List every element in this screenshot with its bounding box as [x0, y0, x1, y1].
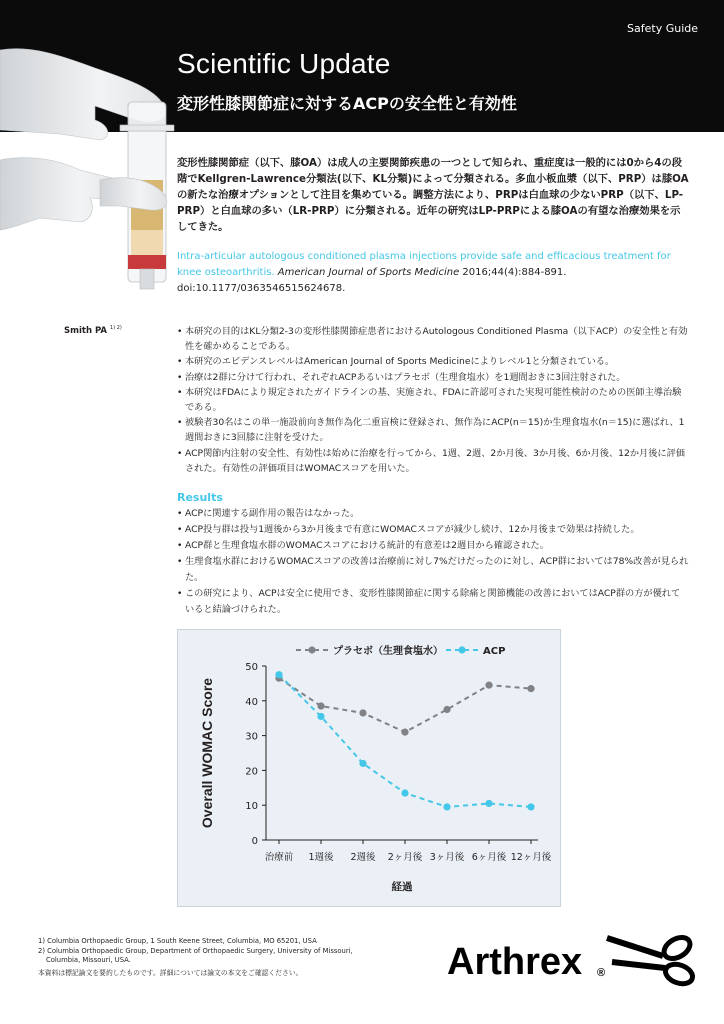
x-tick-label: 6ヶ月後: [471, 852, 507, 863]
y-axis-title: Overall WOMAC Score: [199, 677, 215, 829]
legend-marker-1: [458, 646, 465, 653]
list-item: • ACP群と生理食塩水群のWOMACスコアにおける統計的有意差は2週目から確認された。: [177, 538, 689, 554]
list-item: • 被験者30名はこの単一施設前向き無作為化二重盲検に登録され、無作為にACP(n＝15)か生理食塩水(n＝15)に選ばれ、1週間おきに3回膝に注射を受けた。: [177, 415, 689, 445]
y-tick-label: 30: [245, 731, 258, 743]
data-point-1: [527, 803, 534, 810]
reference-title: Intra-articular autologous conditioned plasma injections provide safe and efficacious treatment for knee osteoarthritis.: [177, 251, 671, 278]
page-title: Scientific Update: [177, 48, 391, 79]
list-item: • 治療は2群に分けて行われ、それぞれACPあるいはプラセボ（生理食塩水）を1週間おきに3回注射された。: [177, 370, 689, 385]
reference-citation: 2016;44(4):884-891.: [462, 267, 567, 278]
results-heading: Results: [177, 491, 223, 504]
y-tick-label: 50: [245, 662, 258, 673]
footnote-2-cont: Columbia, Missouri, USA.: [46, 956, 131, 965]
logo-registered-mark: ®: [597, 967, 606, 979]
x-tick-label: 1週後: [308, 852, 334, 863]
intro-paragraph: 変形性膝関節症（以下、膝OA）は成人の主要関節疾患の一つとして知られ、重症度は一般的には0から4の段階でKellgren-Lawrence分類法(以下、KL分類)によって分類される。多血小板血漿（以下、PRP）は膝OAの新たな治療オプションとして注目を集めている。調整方法により、PRPは白血球の少ないPRP（以下、LP-PRP）と白血球の多い（LR-PRP）に分類される。近年の研究はLP-PRPによる膝OAの有望な治療効果を示してきた。: [177, 157, 689, 233]
data-point-1: [485, 800, 492, 807]
reference-journal: American Journal of Sports Medicine: [277, 267, 460, 278]
author-name: [64, 325, 122, 336]
syringe-glove-photo: [0, 30, 178, 295]
x-axis-title: 経過: [391, 881, 413, 893]
x-tick-label: 2ヶ月後: [387, 852, 423, 863]
x-tick-label: 2週後: [350, 852, 376, 863]
data-point-0: [317, 702, 324, 709]
legend-label-0: プラセボ（生理食塩水）: [333, 646, 443, 657]
disclaimer: 本資料は標記論文を要約したものです。詳細については論文の本文をご確認ください。: [38, 968, 303, 977]
data-point-1: [443, 803, 450, 810]
arthrex-logo: [447, 926, 709, 990]
y-tick-label: 0: [251, 836, 258, 847]
safety-guide-label: Safety Guide: [627, 22, 698, 35]
list-item: • ACPに関連する副作用の報告はなかった。: [177, 506, 689, 522]
author-affiliation: 1) 2): [109, 325, 122, 331]
y-tick-label: 10: [245, 801, 258, 813]
series-line-0: [279, 678, 531, 732]
footer-notes: [38, 937, 353, 978]
x-tick-label: 3ヶ月後: [429, 852, 465, 863]
list-item: • 本研究のエビデンスレベルはAmerican Journal of Sports Medicineによりレベル1と分類されている。: [177, 354, 689, 369]
list-item: • 生理食塩水群におけるWOMACスコアの改善は治療前に対し7%だけだったのに対し、ACP群においては78%改善が見られた。: [177, 554, 689, 586]
results-list: [177, 506, 689, 618]
page-subtitle: 変形性膝関節症に対するACPの安全性と有効性: [177, 94, 517, 113]
data-point-1: [275, 671, 282, 678]
footnote-2: 2) Columbia Orthopaedic Group, Department of Orthopaedic Surgery, University of Missouri,: [38, 946, 353, 955]
x-tick-label: 治療前: [264, 852, 294, 863]
womac-chart-panel: [177, 629, 561, 907]
y-tick-label: 40: [245, 696, 258, 708]
scissors-icon: [607, 933, 695, 987]
data-point-0: [401, 729, 408, 736]
data-point-0: [359, 709, 366, 716]
data-point-1: [401, 789, 408, 796]
data-point-0: [485, 682, 492, 689]
list-item: • ACP投与群は投与1週後から3か月後まで有意にWOMACスコアが減少し続け、12か月後まで効果は持続した。: [177, 522, 689, 538]
list-item: • 本研究はFDAにより規定されたガイドラインの基、実施され、FDAに許認可された実現可能性検討のための医師主導治験である。: [177, 385, 689, 415]
x-tick-label: 12ヶ月後: [510, 852, 552, 863]
logo-text: Arthrex: [447, 941, 583, 983]
legend-label-1: ACP: [483, 646, 506, 657]
womac-chart: [178, 630, 560, 906]
data-point-0: [443, 706, 450, 713]
reference-block: [177, 249, 689, 297]
reference-doi: doi:10.1177/0363546515624678.: [177, 283, 346, 294]
footnote-1: 1) Columbia Orthopaedic Group, 1 South Keene Street, Columbia, MO 65201, USA: [38, 937, 317, 945]
y-tick-label: 20: [245, 766, 258, 778]
series-line-1: [279, 675, 531, 807]
list-item: • 本研究の目的はKL分類2-3の変形性膝関節症患者におけるAutologous Conditioned Plasma（以下ACP）の安全性と有効性を確かめることである。: [177, 324, 689, 354]
data-point-1: [317, 713, 324, 720]
legend-marker-0: [308, 646, 315, 653]
data-point-0: [527, 685, 534, 692]
list-item: • ACP関節内注射の安全性、有効性は始めに治療を行ってから、1週、2週、2か月後、3か月後、6か月後、12か月後に評価された。有効性の評価項目はWOMACスコアを用いた。: [177, 446, 689, 476]
author-name-text: Smith PA: [64, 325, 107, 336]
methods-list: [177, 324, 689, 476]
data-point-1: [359, 760, 366, 767]
list-item: • この研究により、ACPは安全に使用でき、変形性膝関節症に関する除痛と関節機能の改善においてはACP群の方が優れていると結論づけられた。: [177, 586, 689, 618]
